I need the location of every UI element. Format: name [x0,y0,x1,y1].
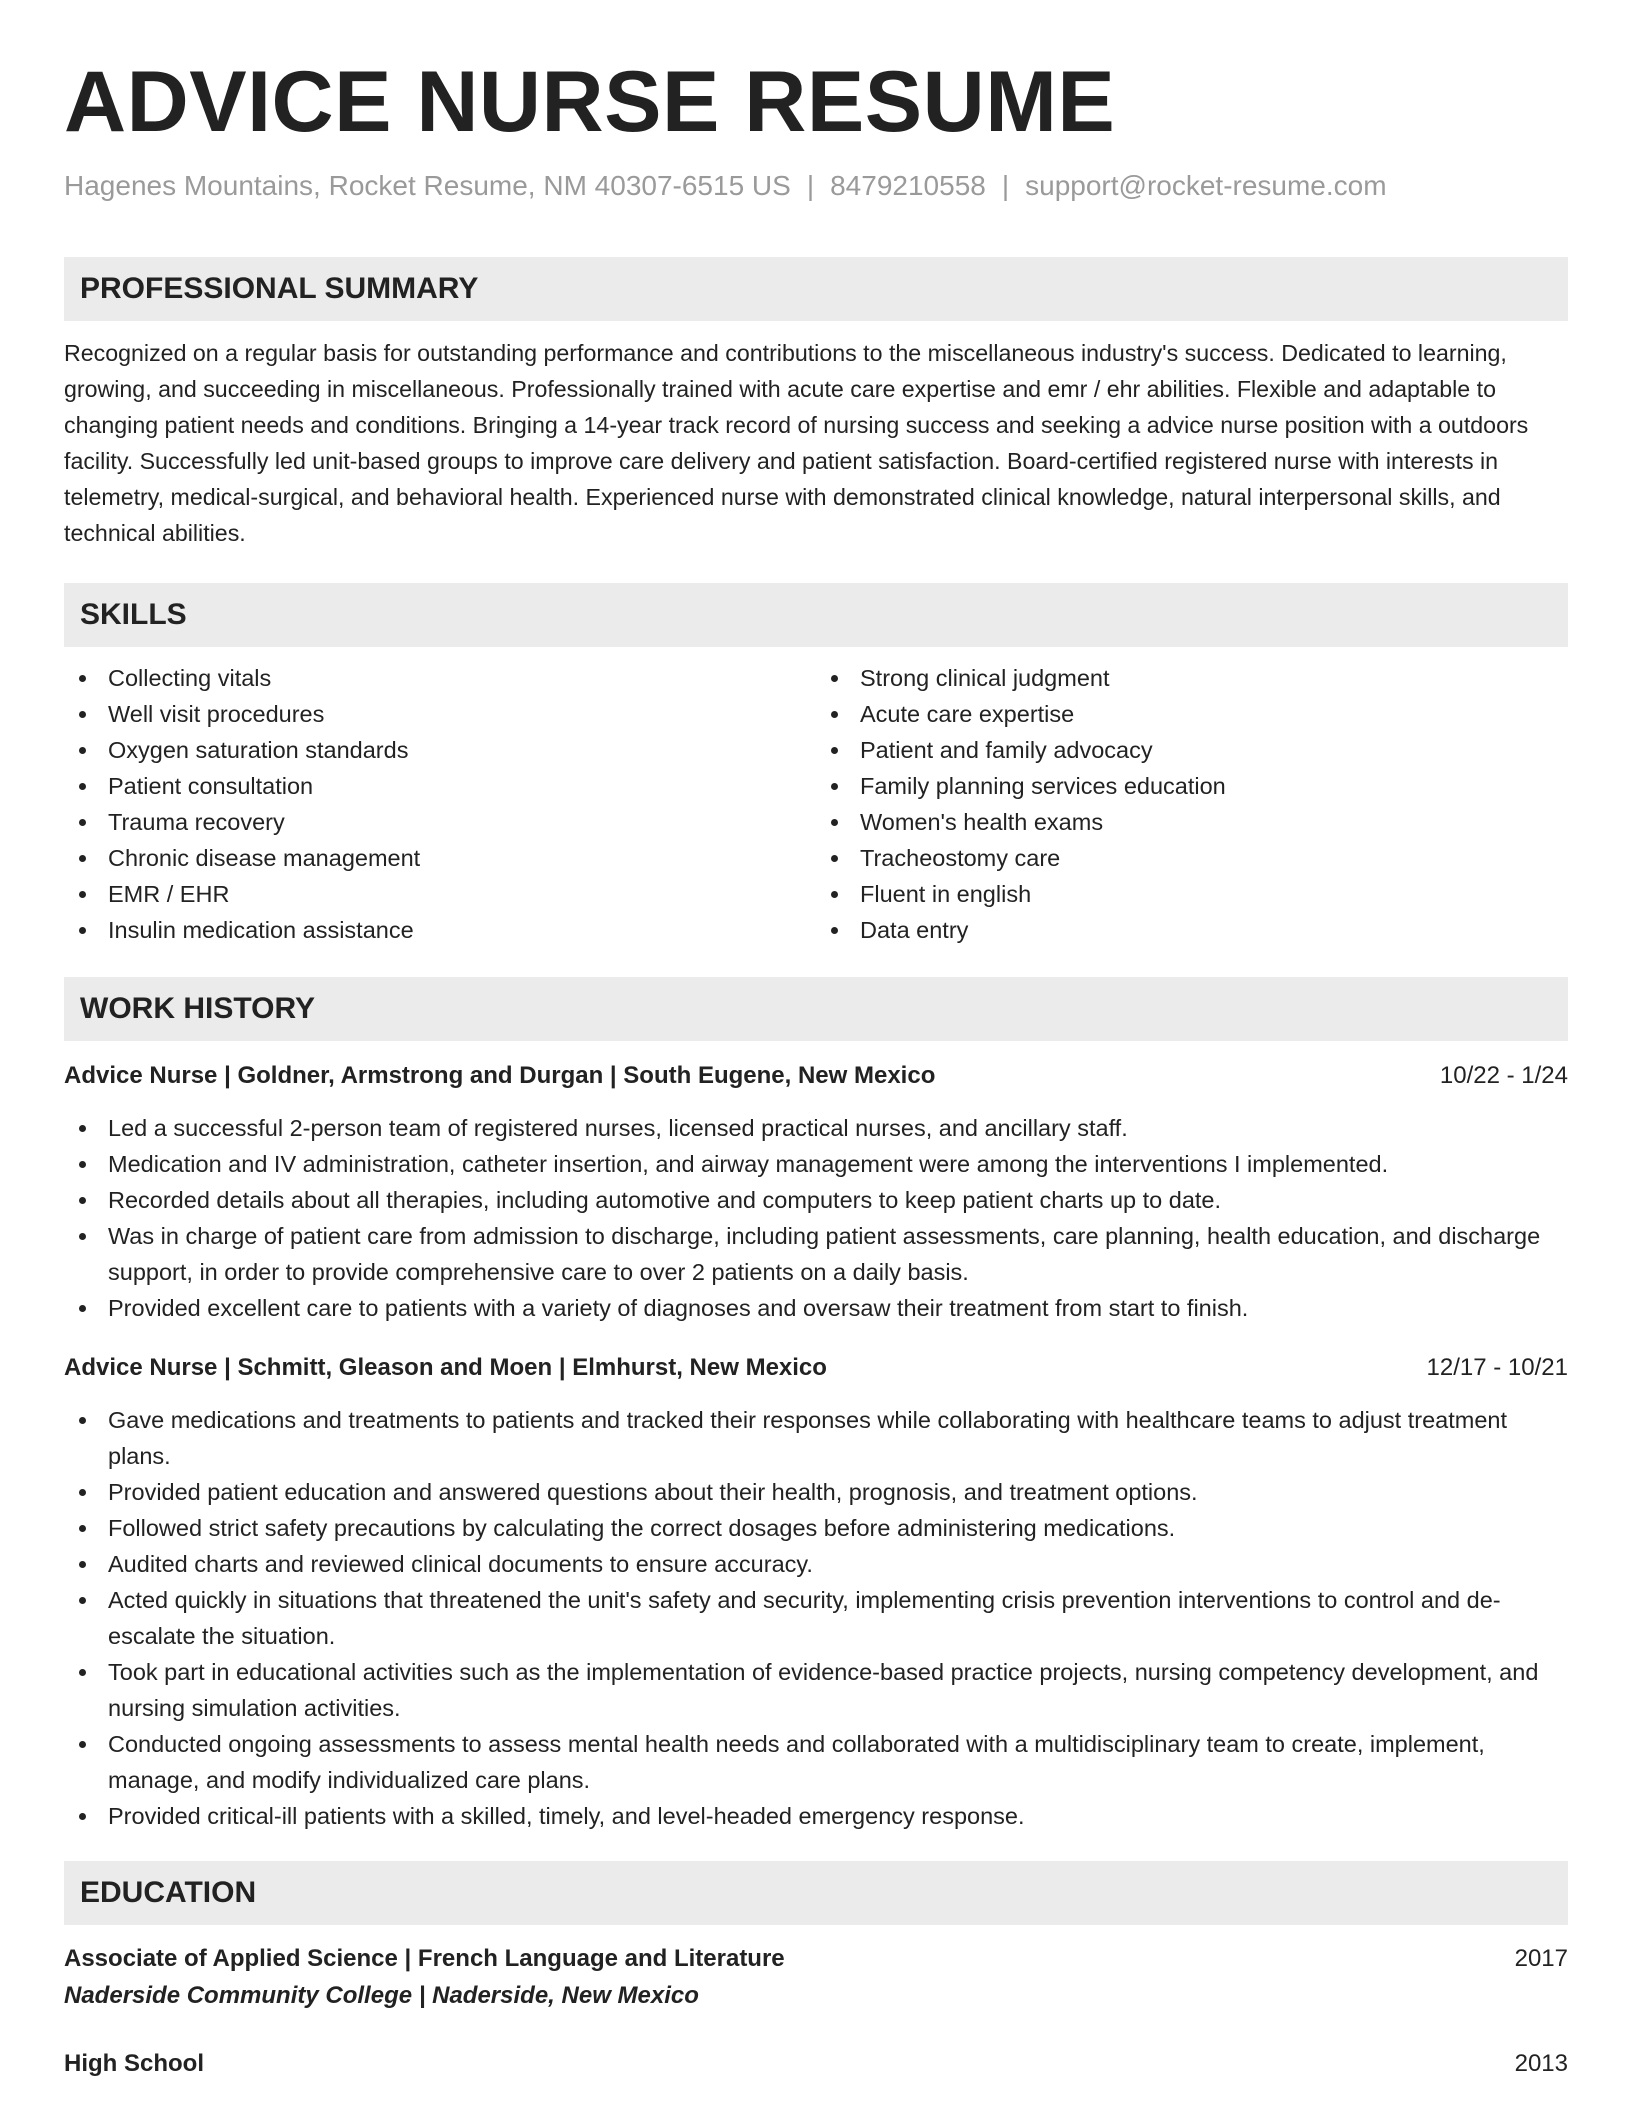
job-header [64,1350,1568,1386]
education-year: 2013 [1514,2050,1568,2077]
job-bullet: Audited charts and reviewed clinical documents to ensure accuracy. [108,1546,1568,1582]
job-bullet: Was in charge of patient care from admission to discharge, including patient assessments, care planning, health education, and discharge support, in order to provide comprehensive care to over 2 patients on a daily basis. [108,1218,1568,1290]
job-bullet: Took part in educational activities such as the implementation of evidence-based practice projects, nursing competency development, and nursing simulation activities. [108,1654,1568,1726]
section-header-work-history: WORK HISTORY [64,977,1568,1041]
job-bullet: Conducted ongoing assessments to assess mental health needs and collaborated with a multidisciplinary team to create, implement, manage, and modify individualized care plans. [108,1726,1568,1798]
job-entry [64,1350,1568,1834]
education-header [64,2046,1568,2082]
skill-item: Insulin medication assistance [108,912,816,948]
summary-text: Recognized on a regular basis for outstanding performance and contributions to the miscellaneous industry's success. Dedicated to learning, growing, and succeeding in miscellaneous. Professionally trained with acute care expertise and emr / ehr abilities. Flexible and adaptable to changing patient needs and conditions. Bringing a 14-year track record of nursing success and seeking a advice nurse position with a outdoors facility. Successfully led unit-based groups to improve care delivery and patient satisfaction. Board-certified registered nurse with interests in telemetry, medical-surgical, and behavioral health. Experienced nurse with demonstrated clinical knowledge, natural interpersonal skills, and technical abilities. [64,340,1529,546]
job-bullet: Provided excellent care to patients with a variety of diagnoses and oversaw their treatment from start to finish. [108,1290,1568,1326]
skill-item: Chronic disease management [108,840,816,876]
job-bullet: Gave medications and treatments to patients and tracked their responses while collaborating with healthcare teams to adjust treatment plans. [108,1402,1568,1474]
skill-item: Acute care expertise [860,696,1568,732]
contact-phone: 8479210558 [830,170,986,201]
job-bullet: Led a successful 2-person team of registered nurses, licensed practical nurses, and ancillary staff. [108,1110,1568,1146]
job-entry [64,1058,1568,1326]
skill-item: Strong clinical judgment [860,660,1568,696]
section-header-summary: PROFESSIONAL SUMMARY [64,257,1568,321]
contact-email: support@rocket-resume.com [1025,170,1387,201]
skill-item: Trauma recovery [108,804,816,840]
skill-item: Data entry [860,912,1568,948]
job-dates: 10/22 - 1/24 [1439,1062,1568,1089]
contact-separator: | [1001,170,1010,201]
job-bullets [64,1110,1568,1326]
job-bullet: Provided critical-ill patients with a skilled, timely, and level-headed emergency response. [108,1798,1568,1834]
education-school: Naderside Community College | Naderside, New Mexico [64,1982,699,2009]
education-header [64,1941,1568,1977]
skill-item: Well visit procedures [108,696,816,732]
education-degree: Associate of Applied Science | French Language and Literature [64,1945,785,1972]
job-title: Advice Nurse | Schmitt, Gleason and Moen | Elmhurst, New Mexico [64,1354,827,1381]
skills-column-left [64,660,816,948]
education-entry [64,2046,1568,2082]
skill-item: Patient and family advocacy [860,732,1568,768]
skill-item: Women's health exams [860,804,1568,840]
skills-column-right [816,660,1568,948]
job-bullet: Recorded details about all therapies, including automotive and computers to keep patient charts up to date. [108,1182,1568,1218]
section-header-skills: SKILLS [64,583,1568,647]
education-year: 2017 [1514,1945,1568,1972]
job-bullet: Medication and IV administration, catheter insertion, and airway management were among the interventions I implemented. [108,1146,1568,1182]
job-bullet: Acted quickly in situations that threatened the unit's safety and security, implementing crisis prevention interventions to control and de-escalate the situation. [108,1582,1568,1654]
skill-item: Patient consultation [108,768,816,804]
job-bullets [64,1402,1568,1834]
contact-address: Hagenes Mountains, Rocket Resume, NM 40307-6515 US [64,170,791,201]
contact-separator: | [806,170,815,201]
skill-item: Family planning services education [860,768,1568,804]
skill-item: Tracheostomy care [860,840,1568,876]
resume-title: ADVICE NURSE RESUME [64,54,1116,150]
skill-item: Collecting vitals [108,660,816,696]
job-dates: 12/17 - 10/21 [1426,1354,1568,1381]
job-header [64,1058,1568,1094]
job-title: Advice Nurse | Goldner, Armstrong and Durgan | South Eugene, New Mexico [64,1062,936,1089]
skill-item: EMR / EHR [108,876,816,912]
section-header-education: EDUCATION [64,1861,1568,1925]
skills-list [64,660,1568,948]
job-bullet: Followed strict safety precautions by calculating the correct dosages before administering medications. [108,1510,1568,1546]
education-entry [64,1941,1568,2015]
contact-line [64,168,1568,204]
skill-item: Oxygen saturation standards [108,732,816,768]
skill-item: Fluent in english [860,876,1568,912]
education-degree: High School [64,2050,204,2077]
job-bullet: Provided patient education and answered questions about their health, prognosis, and treatment options. [108,1474,1568,1510]
